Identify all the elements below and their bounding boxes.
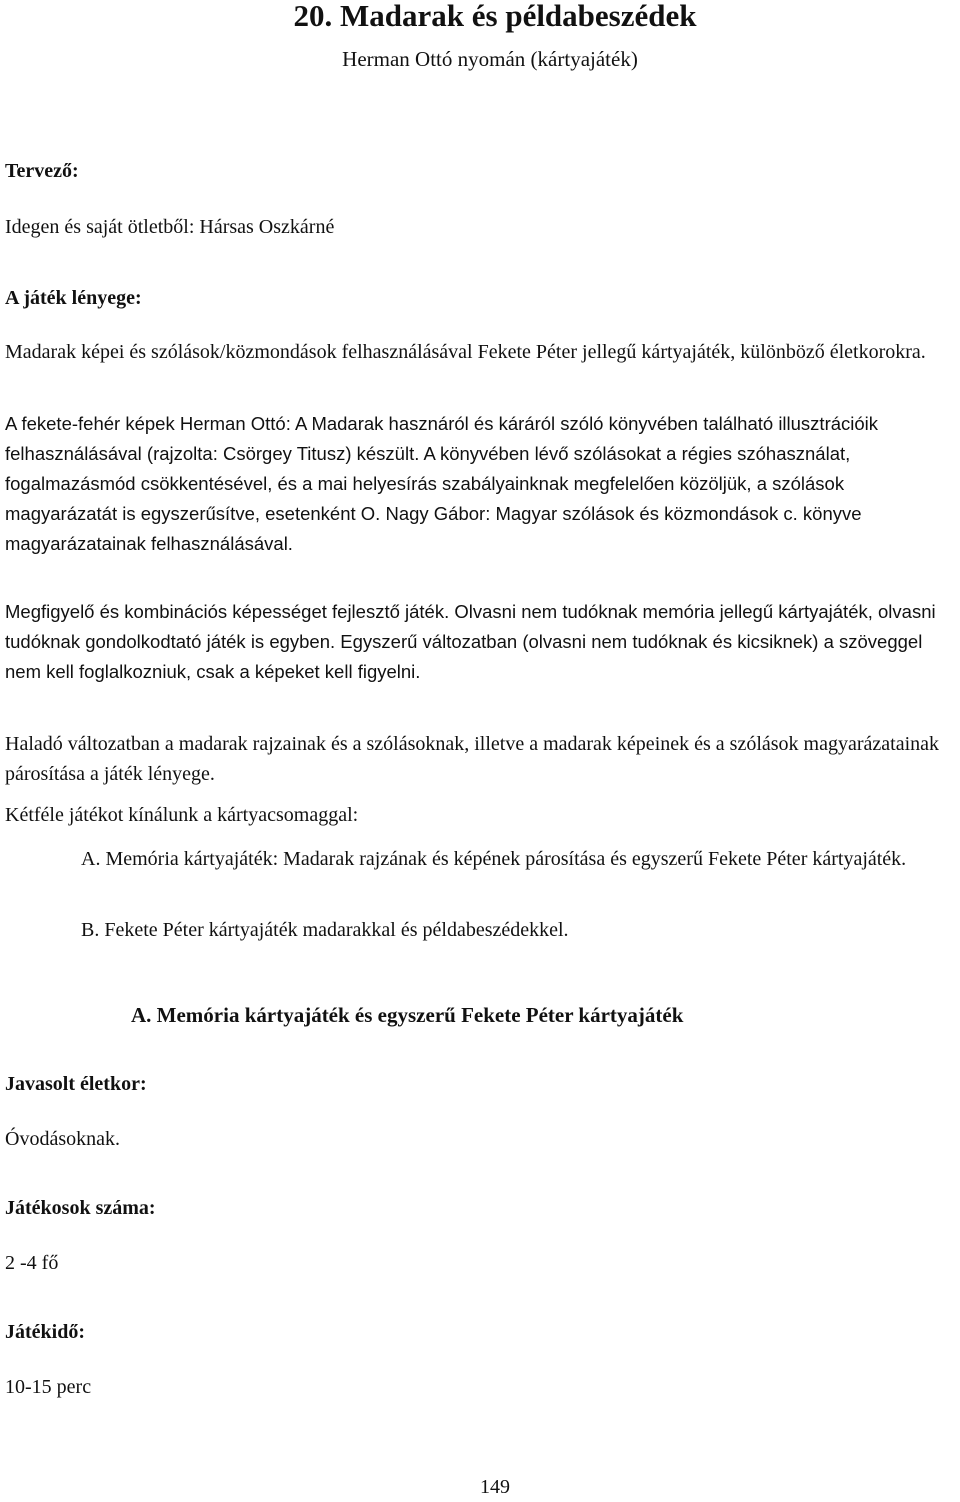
essence-paragraph-3: Megfigyelő és kombinációs képességet fejlesztő játék. Olvasni nem tudóknak memória jellegű kártyajáték, olvasni tudóknak gondolkodtató játék is egyben. Egyszerű változatban (olvasni nem tudóknak és kicsiknek) a szöveggel nem kell foglalkozniuk, csak a képeket kell figyelni. [5,601,936,682]
players-text: 2 -4 fő [5,1252,59,1274]
essence-paragraph-1: Madarak képei és szólások/közmondások felhasználásával Fekete Péter jellegű kártyajáték, különböző életkorokra. [5,341,926,363]
time-text: 10-15 perc [5,1376,92,1398]
designer-heading: Tervező: [5,160,79,182]
players-heading: Játékosok száma: [5,1197,156,1219]
option-b: B. Fekete Péter kártyajáték madarakkal és példabeszédekkel. [81,919,569,941]
option-a: A. Memória kártyajáték: Madarak rajzának és képének párosítása és egyszerű Fekete Péter kártyajáték. [81,848,907,870]
designer-text: Idegen és saját ötletből: Hársas Oszkárné [5,216,335,238]
document-title: 20. Madarak és példabeszédek [293,0,697,33]
age-heading: Javasolt életkor: [5,1073,147,1095]
section-a-heading: A. Memória kártyajáték és egyszerű Fekete Péter kártyajáték [131,1003,684,1027]
page-number: 149 [480,1476,510,1498]
essence-paragraph-5: Kétféle játékot kínálunk a kártyacsomaggal: [5,804,359,826]
essence-paragraph-2: A fekete-fehér képek Herman Ottó: A Madarak hasznáról és káráról szóló könyvében található illusztrációik felhasználásával (rajzolta: Csörgey Titusz) készült. A könyvében lévő szólásokat a régies szóhasználat, fogalmazásmód csökkentésével, és a mai helyesírás szabályainknak megfelelően közöljük, a szólások magyarázatát is egyszerűsítve, esetenként O. Nagy Gábor: Magyar szólások és közmondások c. könyve magyarázatainak felhasználásával. [5,413,879,554]
document-subtitle: Herman Ottó nyomán (kártyajáték) [342,47,638,71]
essence-paragraph-4: Haladó változatban a madarak rajzainak és a szólásoknak, illetve a madarak képeinek és a szólások magyarázatainak párosítása a játék lényege. [5,733,940,785]
essence-heading: A játék lényege: [5,287,142,309]
age-text: Óvodásoknak. [5,1128,120,1150]
time-heading: Játékidő: [5,1321,85,1343]
